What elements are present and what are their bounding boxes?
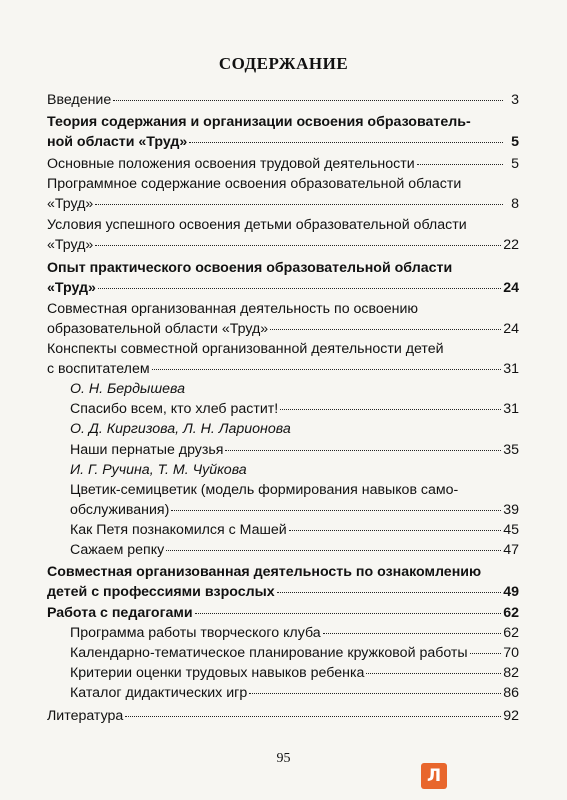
- toc-entry-bread[interactable]: Спасибо всем, кто хлеб растит! 31: [70, 401, 519, 417]
- page-number: 95: [276, 751, 291, 766]
- toc-entry-birds[interactable]: Наши пернатые друзья 35: [70, 442, 519, 458]
- toc-author-kirgizova-larionova: О. Д. Киргизова, Л. Н. Ларионова: [70, 421, 291, 437]
- toc-entry-turnip[interactable]: Сажаем репку 47: [70, 542, 519, 558]
- toc-entry-notes-line2[interactable]: с воспитателем 31: [47, 361, 519, 377]
- toc-entry-petya[interactable]: Как Петя познакомился с Машей 45: [70, 522, 519, 538]
- toc-entry-conditions-line1[interactable]: Условия успешного освоения детьми образовательной области: [47, 217, 467, 233]
- toc-entry-professions-line2[interactable]: детей с профессиями взрослых 49: [47, 584, 519, 600]
- toc-entry-practice-line2[interactable]: «Труд» 24: [47, 280, 519, 296]
- toc-entry-criteria[interactable]: Критерии оценки трудовых навыков ребенка 82: [70, 665, 519, 681]
- toc-entry-joint-line1[interactable]: Совместная организованная деятельность по освоению: [47, 301, 419, 317]
- toc-entry-club[interactable]: Программа работы творческого клуба 62: [70, 625, 519, 641]
- toc-entry-catalog[interactable]: Каталог дидактических игр 86: [70, 685, 519, 701]
- toc-entry-intro[interactable]: Введение 3: [47, 92, 519, 108]
- toc-entry-literature[interactable]: Литература 92: [47, 708, 519, 724]
- toc-entry-teachers[interactable]: Работа с педагогами 62: [47, 605, 519, 621]
- toc-author-ruchina-chuykova: И. Г. Ручина, Т. М. Чуйкова: [70, 462, 247, 478]
- toc-entry-basics[interactable]: Основные положения освоения трудовой деятельности 5: [47, 156, 519, 172]
- toc-entry-theory-line2[interactable]: ной области «Труд» 5: [47, 134, 519, 150]
- toc-entry-practice-line1[interactable]: Опыт практического освоения образовательной области: [47, 260, 453, 276]
- toc-author-berdysheva: О. Н. Бердышева: [70, 381, 185, 397]
- toc-entry-program-line1[interactable]: Программное содержание освоения образовательной области: [47, 176, 462, 192]
- toc-entry-flower-line1[interactable]: Цветик-семицветик (модель формирования навыков само-: [70, 482, 459, 498]
- toc-entry-program-line2[interactable]: «Труд» 8: [47, 196, 519, 212]
- toc-entry-joint-line2[interactable]: образовательной области «Труд» 24: [47, 321, 519, 337]
- toc-entry-flower-line2[interactable]: обслуживания) 39: [70, 502, 519, 518]
- toc-entry-professions-line1[interactable]: Совместная организованная деятельность по ознакомлению: [47, 564, 482, 580]
- toc-entry-planning[interactable]: Календарно-тематическое планирование кружковой работы 70: [70, 645, 519, 661]
- page-title: СОДЕРЖАНИЕ: [218, 54, 349, 73]
- toc-entry-conditions-line2[interactable]: «Труд» 22: [47, 237, 519, 253]
- toc-entry-notes-line1[interactable]: Конспекты совместной организованной деятельности детей: [47, 341, 444, 357]
- toc-entry-theory-line1[interactable]: Теория содержания и организации освоения образователь-: [47, 114, 471, 130]
- labirint-logo-icon: Л: [421, 763, 447, 789]
